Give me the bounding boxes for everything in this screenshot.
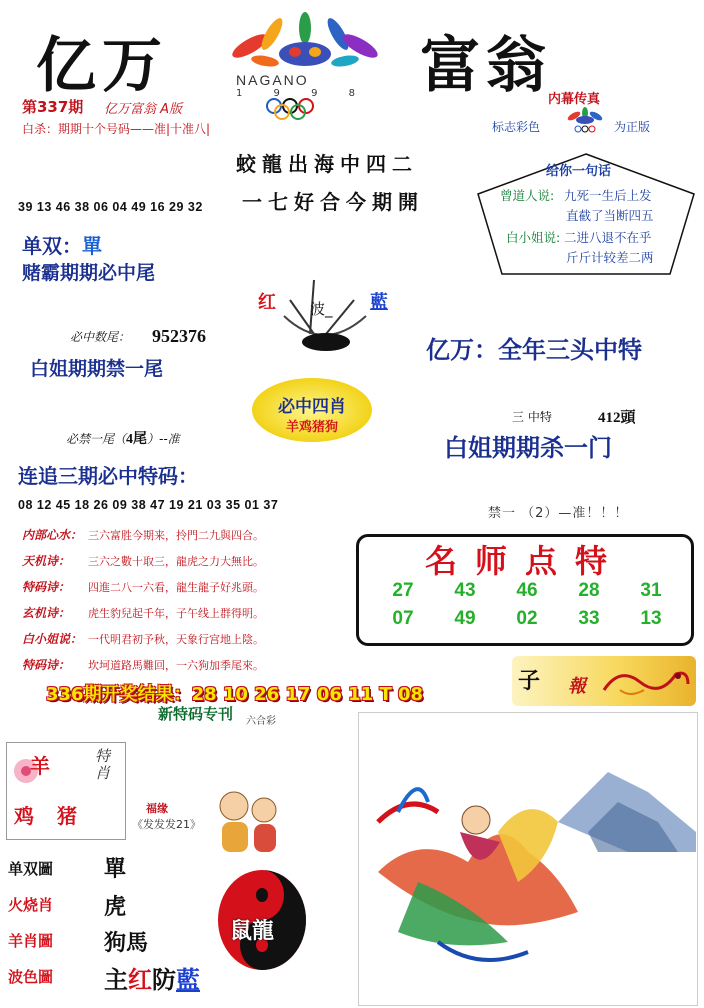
fax-left: 标志彩色 <box>492 120 541 134</box>
poem-text: 三六之數十取三，龍虎之力大無比。 <box>88 555 264 568</box>
bowl-mid: 波_ <box>310 300 333 318</box>
yiwan-tou: 亿万：全年三头中特 <box>426 336 642 364</box>
slogan-line1: 蛟龍出海中四二 <box>236 152 418 176</box>
bizhong-sixiao-title: 必中四肖 <box>278 397 346 417</box>
fax-title: 内幕传真 <box>548 92 601 107</box>
tuxi-hong: 红 <box>128 965 152 994</box>
tuxi-item: 波色圖 <box>8 968 54 986</box>
kan-bar-title: 新特码专刊 <box>158 705 234 723</box>
bizhong-shuwei-value: 952376 <box>152 326 206 346</box>
sentence-r1-label: 曾道人说: <box>500 188 555 203</box>
tuxi-item: 单双圖 <box>8 860 54 878</box>
poem-row <box>22 604 264 621</box>
sentence-r1-line2: 直截了当断四五 <box>566 208 654 223</box>
tuxi-shulong: 鼠龍 <box>230 918 275 944</box>
fax-right: 为正版 <box>614 120 651 134</box>
zhongte-label: 三 中特 <box>512 410 552 424</box>
poem-row <box>22 630 264 647</box>
mingshi-number: 33 <box>578 608 600 629</box>
numbers-top: 39 13 46 38 06 04 49 16 29 32 <box>18 200 203 214</box>
panel-jizhu: 鸡 猪 <box>14 804 85 828</box>
mingshi-number: 28 <box>578 580 600 601</box>
poem-row <box>22 552 264 569</box>
poem-key: 天机诗： <box>22 554 71 568</box>
poem-key: 白小姐说： <box>22 632 83 646</box>
poem-row <box>22 656 264 673</box>
mingshi-number: 43 <box>454 580 476 601</box>
bizhong-sixiao-animals: 羊鸡猪狗 <box>285 420 338 435</box>
zhongte-value: 412頭 <box>598 410 636 426</box>
jin-yiwei-suffix: ）--准 <box>147 432 180 446</box>
slogan-line2: 一七好合今期開 <box>242 190 424 214</box>
poem-text: 虎生豹兒起千年，子午线上群得明。 <box>88 607 264 620</box>
brand-small: 亿万富翁 A版 <box>104 102 183 117</box>
tuxi-item: 火烧肖 <box>8 896 54 914</box>
sentence-r2-line2: 斤斤计较差二两 <box>566 250 654 265</box>
title-left: 亿万 <box>36 31 168 101</box>
kan-bar-sub: 六合彩 <box>246 716 276 727</box>
tuxi-hu-value: 虎 <box>104 894 127 920</box>
poem-key: 特码诗： <box>22 658 71 672</box>
jin-yiwei-prefix: 必禁一尾（ <box>66 432 127 446</box>
nagano-logo-icon <box>210 6 400 126</box>
jin-yiwei-value: 4尾 <box>126 432 148 447</box>
tuxi-zhu: 主 <box>104 965 128 994</box>
danshuang-value: 單 <box>82 234 102 258</box>
sentence-r2-label: 白小姐说: <box>506 230 561 245</box>
poem-key: 玄机诗： <box>22 606 71 620</box>
mingshi-number: 13 <box>640 608 662 629</box>
mingshi-number: 46 <box>516 580 538 601</box>
danshuang-label: 单双： <box>22 234 82 258</box>
bowl-blue: 藍 <box>370 292 388 313</box>
zi-banner-left: 子 <box>518 669 541 694</box>
zi-banner-right: 報 <box>568 676 586 697</box>
baijie-weiyi: 白姐期期禁一尾 <box>30 358 164 380</box>
panel-tejing: 特肖 <box>93 748 111 782</box>
numbers-mid: 08 12 45 18 26 09 38 47 19 21 03 35 01 37 <box>18 498 279 512</box>
mingshi-number: 07 <box>392 608 414 629</box>
sentence-box-title: 给你一句话 <box>546 164 612 179</box>
poem-key: 特码诗： <box>22 580 71 594</box>
head-note: 白杀：期期十个号码——准|十准八| <box>22 122 211 136</box>
poem-key: 内部心水： <box>22 528 83 542</box>
poem-text: 一代明君初予秋，天象行宫地上陰。 <box>88 633 264 646</box>
logo-text: NAGANO <box>236 72 309 88</box>
small-olympic-logo-icon <box>560 106 610 134</box>
phoenix-rider-icon <box>358 712 696 1004</box>
poem-text: 四進二八一六看，龍生龍子好兆頭。 <box>88 581 264 594</box>
mingshi-title: 名师点特 <box>424 542 625 580</box>
sentence-r2-line1: 二进八退不在乎 <box>564 230 652 245</box>
danshuang <box>22 230 102 259</box>
bizhong-shuwei-label: 必中数尾： <box>70 330 131 344</box>
jin-yimen: 禁一 （2）—准！！！ <box>488 506 629 521</box>
title-right: 富翁 <box>420 31 552 101</box>
mingshi-number: 27 <box>392 580 414 601</box>
draw-result: 336期开奖结果：28 10 26 17 06 11 T 08 <box>46 684 424 705</box>
logo-year: 1 9 9 8 <box>236 88 369 99</box>
bushu-title: 福缘 <box>146 802 168 815</box>
tuxi-fang: 防 <box>152 965 176 994</box>
tuxi-gouma-value: 狗馬 <box>104 930 149 956</box>
lianzhui-title: 连追三期必中特码： <box>18 464 198 488</box>
tuxi-lan: 藍 <box>176 965 200 994</box>
jin-yiwei <box>66 428 180 448</box>
mingshi-number: 31 <box>640 580 662 601</box>
tuxi-item: 羊肖圖 <box>8 932 54 950</box>
bowl-red: 红 <box>258 292 276 313</box>
sentence-r1-line1: 九死一生后上发 <box>564 188 652 203</box>
tuxi-zhu-hong-fang-lan <box>104 960 200 995</box>
poem-row <box>22 526 264 543</box>
dragon-icon <box>600 660 692 702</box>
children-icon <box>204 788 288 864</box>
dubawei: 赌霸期期必中尾 <box>22 262 156 284</box>
poem-text: 三六富胜今期来，拎門二九與四合。 <box>88 529 264 542</box>
tuxi-dan-value: 單 <box>104 856 127 882</box>
panel-yang: 羊 <box>30 754 50 778</box>
issue-number: 第337期 <box>22 98 84 116</box>
poem-text: 坎坷道路馬難回，一六狗加季尾來。 <box>88 659 264 672</box>
poem-row <box>22 578 264 595</box>
mingshi-number: 02 <box>516 608 538 629</box>
baijie-shamen: 白姐期期杀一门 <box>444 434 612 462</box>
bushu-num: 《发发发21》 <box>132 818 201 831</box>
mingshi-number: 49 <box>454 608 476 629</box>
